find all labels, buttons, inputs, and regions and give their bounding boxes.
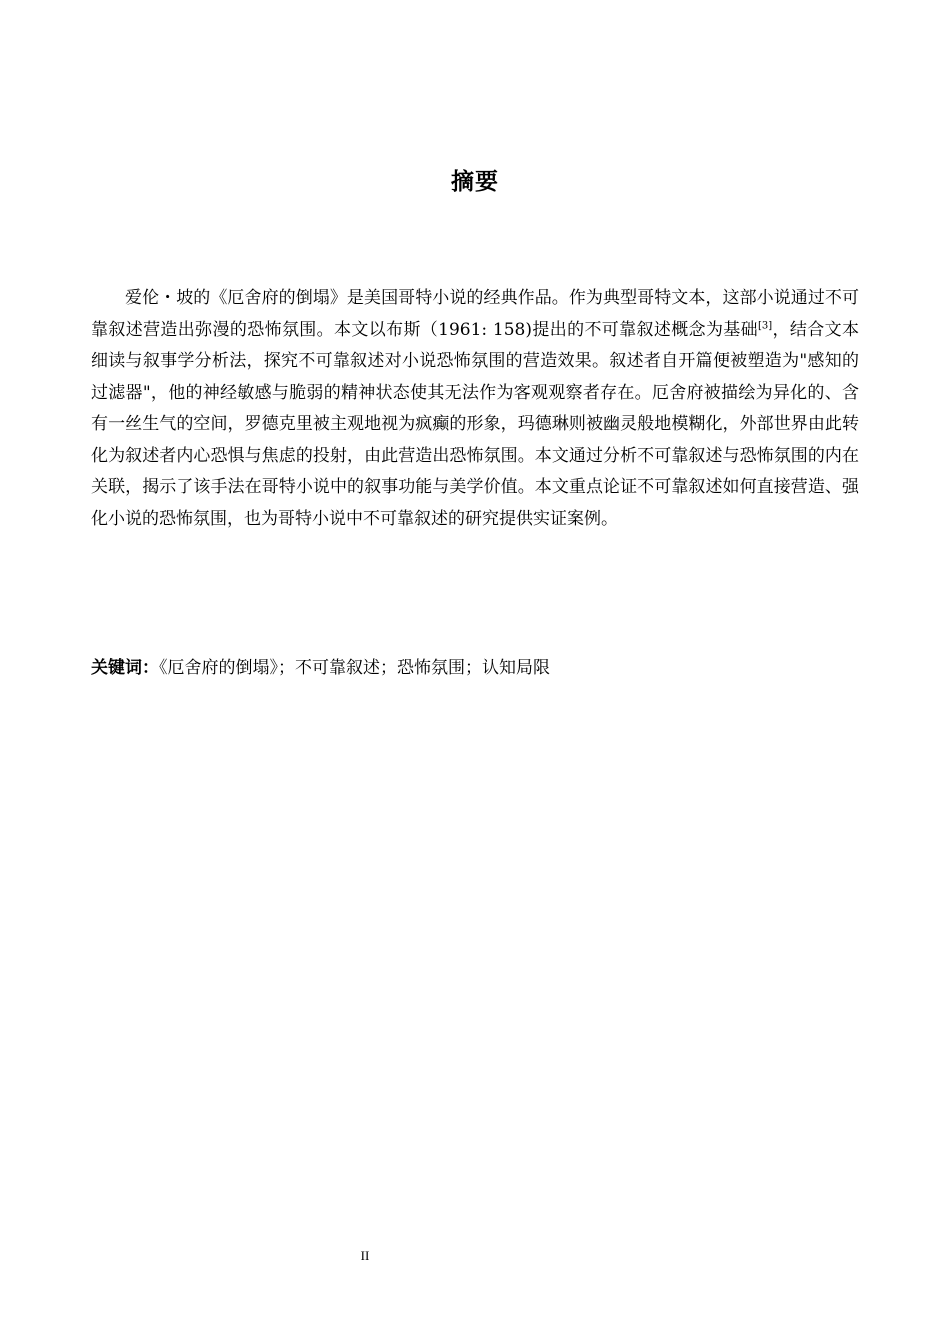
- abstract-paragraph: [91, 283, 859, 535]
- abstract-text-part2: ，结合文本细读与叙事学分析法，探究不可靠叙述对小说恐怖氛围的营造效果。叙述者自开篇便被塑造为"感知的过滤器"，他的神经敏感与脆弱的精神状态使其无法作为客观观察者存在。厄舍府被描绘为异化的、含有一丝生气的空间，罗德克里被主观地视为疯癫的形象，玛德琳则被幽灵般地模糊化，外部世界由此转化为叙述者内心恐惧与焦虑的投射，由此营造出恐怖氛围。本文通过分析不可靠叙述与恐怖氛围的内在关联，揭示了该手法在哥特小说中的叙事功能与美学价值。本文重点论证不可靠叙述如何直接营造、强化小说的恐怖氛围，也为哥特小说中不可靠叙述的研究提供实证案例。: [91, 319, 859, 529]
- abstract-title: 摘要: [451, 169, 499, 195]
- keywords-list: 《厄舍府的倒塌》；不可靠叙述；恐怖氛围；认知局限: [159, 658, 550, 678]
- abstract-text-part1: 爱伦・坡的《厄舍府的倒塌》是美国哥特小说的经典作品。作为典型哥特文本，这部小说通过不可靠叙述营造出弥漫的恐怖氛围。本文以布斯（1961: 158)提出的不可靠叙述概念为基础: [91, 288, 859, 340]
- keywords-line: [91, 653, 859, 684]
- citation-reference: [3]: [758, 319, 773, 331]
- keywords-label: 关键词：: [91, 658, 159, 678]
- page-number: II: [360, 1248, 370, 1263]
